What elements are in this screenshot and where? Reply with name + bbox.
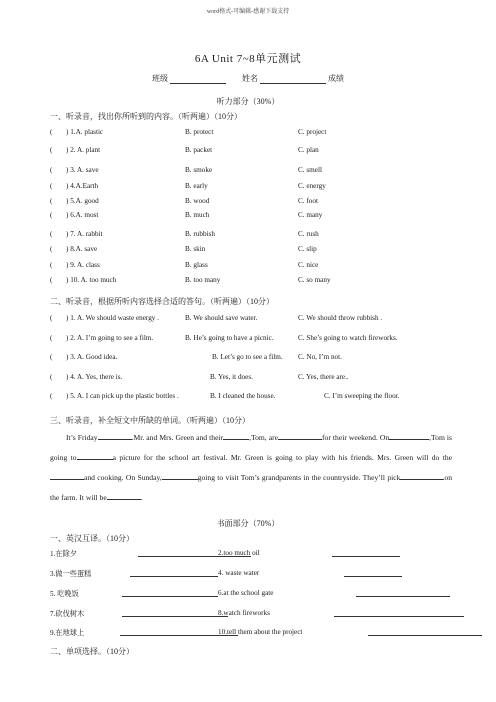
class-label: 班级: [152, 74, 168, 83]
response-item: [50, 392, 480, 402]
answer-line[interactable]: [344, 567, 402, 577]
answer-paren[interactable]: (: [50, 261, 53, 269]
translation-row: [50, 589, 470, 600]
translation-prompt: 5. 吃晚饭: [50, 590, 79, 598]
option-c: C. rush: [298, 230, 319, 238]
answer-paren[interactable]: (: [50, 245, 53, 253]
student-info-line: [0, 73, 496, 84]
option-c: C. I’m sweeping the floor.: [324, 392, 400, 400]
option-a: ) 4. A. Yes, there is.: [66, 373, 123, 381]
listening-item: [50, 166, 470, 176]
cloze-blank-8[interactable]: [400, 470, 444, 480]
answer-paren[interactable]: (: [50, 211, 53, 219]
option-b: B. protect: [185, 128, 214, 136]
score-label: 成绩: [328, 74, 344, 83]
option-c: C. slip: [298, 245, 317, 253]
response-item: [50, 314, 480, 324]
cloze-blank-1[interactable]: [98, 430, 132, 440]
cloze-paragraph: It’s Friday .Mr. and Mrs. Green and their ,Tom, are for their weekend. On ,Tom is going to a picture for the school art festival. Mr. Green is going to play with his friends. Mrs. Green will do theand cooking. On Sunday, going to visit Tom’s grandparents in the countryside. They’ll pick on the farm. It will be .: [50, 428, 452, 508]
answer-paren[interactable]: (: [50, 230, 53, 238]
translation-prompt: 1.在除夕: [50, 550, 77, 558]
listening-item: [50, 276, 470, 286]
answer-line[interactable]: [332, 547, 400, 557]
answer-line[interactable]: [130, 567, 218, 577]
section1-heading: 一、听录音，找出你所听到的内容。（听两遍）（10分）: [50, 112, 242, 121]
option-a: ) 8.A. save: [66, 245, 98, 253]
option-a: ) 5.A. good: [66, 197, 99, 205]
answer-paren[interactable]: (: [50, 373, 53, 381]
answer-line[interactable]: [334, 607, 464, 617]
translation-row: [50, 628, 470, 639]
option-c: C. so many: [298, 276, 331, 284]
option-a: ) 4.A.Earth: [66, 182, 99, 190]
response-item: [50, 373, 480, 383]
cloze-blank-4[interactable]: [389, 430, 429, 440]
option-c: C. Yes, there are..: [298, 373, 349, 381]
option-a: ) 9. A. class: [66, 261, 100, 269]
section3-heading: 三、听录音，补全短文中所缺的单词。（听两遍）（10分）: [50, 416, 250, 425]
answer-paren[interactable]: (: [50, 146, 53, 154]
option-a: ) 3. A. save: [66, 166, 99, 174]
answer-paren[interactable]: (: [50, 334, 53, 342]
option-b: B. rubbish: [185, 230, 215, 238]
listening-item: [50, 245, 470, 255]
translation-row: [50, 569, 470, 580]
option-c: C. plan: [298, 146, 319, 154]
translation-prompt: 6.at the school gate: [218, 589, 274, 597]
answer-paren[interactable]: (: [50, 314, 53, 322]
option-c: C. project: [298, 128, 327, 136]
option-c: C. We should throw rubbish .: [298, 314, 383, 322]
answer-paren[interactable]: (: [50, 353, 53, 361]
cloze-blank-6[interactable]: [50, 470, 84, 480]
option-b: B. He’s going to have a picnic.: [185, 334, 274, 342]
answer-line[interactable]: [122, 587, 218, 597]
response-item: [50, 353, 480, 363]
cloze-blank-5[interactable]: [77, 450, 113, 460]
listening-item: [50, 146, 470, 156]
listening-item: [50, 182, 470, 192]
section2-heading: 二、听录音，根据所听内容选择合适的答句。（听两遍）（10分）: [50, 297, 274, 306]
option-b: B. Yes, it does.: [210, 373, 253, 381]
name-label: 姓名: [242, 74, 258, 83]
listening-item: [50, 128, 470, 138]
answer-paren[interactable]: (: [50, 197, 53, 205]
option-a: ) 3. A. Good idea.: [66, 353, 118, 361]
cloze-blank-7[interactable]: [162, 470, 198, 480]
translation-prompt: 2.too much oil: [218, 549, 260, 557]
cloze-blank-2[interactable]: [223, 430, 249, 440]
answer-paren[interactable]: (: [50, 276, 53, 284]
option-b: B. I cleaned the house.: [210, 392, 276, 400]
option-a: ) 6.A. most: [66, 211, 99, 219]
answer-line[interactable]: [368, 626, 482, 636]
answer-paren[interactable]: (: [50, 182, 53, 190]
translation-row: [50, 549, 470, 560]
section5-heading: 二、单项选择。（10分）: [50, 647, 134, 656]
translation-prompt: 3.做一些蛋糕: [50, 570, 92, 578]
option-b: B. smoke: [185, 166, 213, 174]
option-b: B. too many: [185, 276, 221, 284]
answer-paren[interactable]: (: [50, 128, 53, 136]
listening-item: [50, 197, 470, 207]
listening-item: [50, 211, 470, 221]
option-b: B. much: [185, 211, 210, 219]
option-c: C. many: [298, 211, 323, 219]
option-a: ) 1.A. plastic: [66, 128, 104, 136]
option-a: ) 1. A. We should waste energy .: [66, 314, 159, 322]
listening-item: [50, 261, 470, 271]
option-c: C. smell: [298, 166, 322, 174]
option-c: C. nice: [298, 261, 319, 269]
listening-item: [50, 230, 470, 240]
option-a: ) 10. A. too much: [66, 276, 117, 284]
option-a: ) 7. A. rabbit: [66, 230, 103, 238]
option-a: ) 2. A. plant: [66, 146, 101, 154]
translation-prompt: 8.watch fireworks: [218, 609, 270, 617]
answer-paren[interactable]: (: [50, 166, 53, 174]
option-b: B. We should save water.: [185, 314, 258, 322]
option-b: B. glass: [185, 261, 208, 269]
option-b: B. Let’s go to see a film.: [212, 353, 283, 361]
page-header: word格式-可编辑-感谢下载支持: [206, 9, 290, 15]
class-blank[interactable]: [170, 74, 226, 84]
translation-prompt: 10.tell them about the project: [218, 628, 303, 636]
option-c: C. energy: [298, 182, 326, 190]
option-a: ) 5. A. I can pick up the plastic bottles .: [66, 392, 179, 400]
option-b: B. packet: [185, 146, 213, 154]
translation-row: [50, 609, 470, 620]
option-a: ) 2. A. I’m going to see a film.: [66, 334, 154, 342]
option-b: B. early: [185, 182, 208, 190]
option-c: C. foot: [298, 197, 318, 205]
writing-part-heading: 书面部分（70%）: [216, 519, 280, 528]
option-c: C. She’s going to watch fireworks.: [298, 334, 398, 342]
name-blank[interactable]: [260, 74, 326, 84]
translation-prompt: 7.砍伐树木: [50, 610, 85, 618]
translation-prompt: 4. waste water: [218, 569, 260, 577]
option-c: C. No, I’m not.: [298, 353, 342, 361]
cloze-blank-9[interactable]: [107, 490, 141, 500]
translation-prompt: 9.在地球上: [50, 629, 85, 637]
answer-line[interactable]: [356, 587, 450, 597]
answer-paren[interactable]: (: [50, 392, 53, 400]
page-title: 6A Unit 7~8单元测试: [194, 53, 302, 65]
answer-line[interactable]: [122, 607, 228, 617]
listening-part-heading: 听力部分（30%）: [216, 97, 280, 106]
option-b: B. skin: [185, 245, 206, 253]
option-b: B. wood: [185, 197, 210, 205]
section4-heading: 一、英汉互译。（10分）: [50, 534, 134, 543]
response-item: [50, 334, 480, 344]
cloze-blank-3[interactable]: [278, 430, 322, 440]
